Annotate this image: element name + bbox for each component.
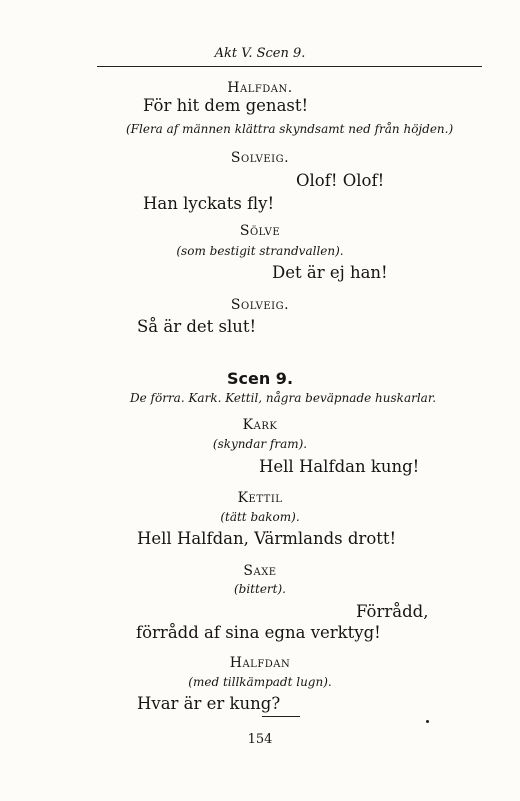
scene-title: Scen 9. (226, 369, 294, 388)
speaker-solveig: Solveig. (230, 297, 290, 313)
footer-rule (262, 716, 300, 717)
speaker-halfdan: Halfdan (229, 655, 291, 671)
speaker-kark: Kark (242, 417, 278, 433)
speaker-solveig: Solveig. (230, 150, 290, 166)
stage-direction: (bittert). (233, 582, 286, 596)
stage-direction: De förra. Kark. Kettil, några beväpnade huskarlar. (130, 391, 437, 405)
dialogue-line: Så är det slut! (137, 317, 257, 336)
dialogue-line: Olof! Olof! (296, 171, 385, 190)
stage-direction: (skyndar fram). (212, 437, 308, 451)
dialogue-line: För hit dem genast! (143, 96, 309, 115)
stage-direction: (tätt bakom). (220, 510, 300, 524)
ink-speck (426, 720, 429, 723)
header-rule (97, 66, 482, 67)
speaker-solve: Sölve (239, 223, 281, 239)
speaker-saxe: Saxe (243, 563, 277, 579)
dialogue-line: Hell Halfdan, Värmlands drott! (137, 529, 397, 548)
page-number: 154 (247, 732, 273, 747)
dialogue-line: Han lyckats fly! (143, 194, 275, 213)
speaker-kettil: Kettil (237, 490, 283, 506)
dialogue-line: Det är ej han! (272, 263, 388, 282)
stage-direction: (som bestigit strandvallen). (176, 244, 344, 258)
dialogue-line: Hvar är er kung? (137, 694, 281, 713)
speaker-halfdan: Halfdan. (227, 80, 293, 96)
dialogue-line: Förrådd, (356, 602, 429, 621)
stage-direction: (Flera af männen klättra skyndsamt ned från höjden.) (126, 122, 454, 136)
dialogue-line: förrådd af sina egna verktyg! (136, 623, 381, 642)
running-header: Akt V. Scen 9. (214, 46, 306, 61)
dialogue-line: Hell Halfdan kung! (259, 457, 420, 476)
stage-direction: (med tillkämpadt lugn). (188, 675, 332, 689)
